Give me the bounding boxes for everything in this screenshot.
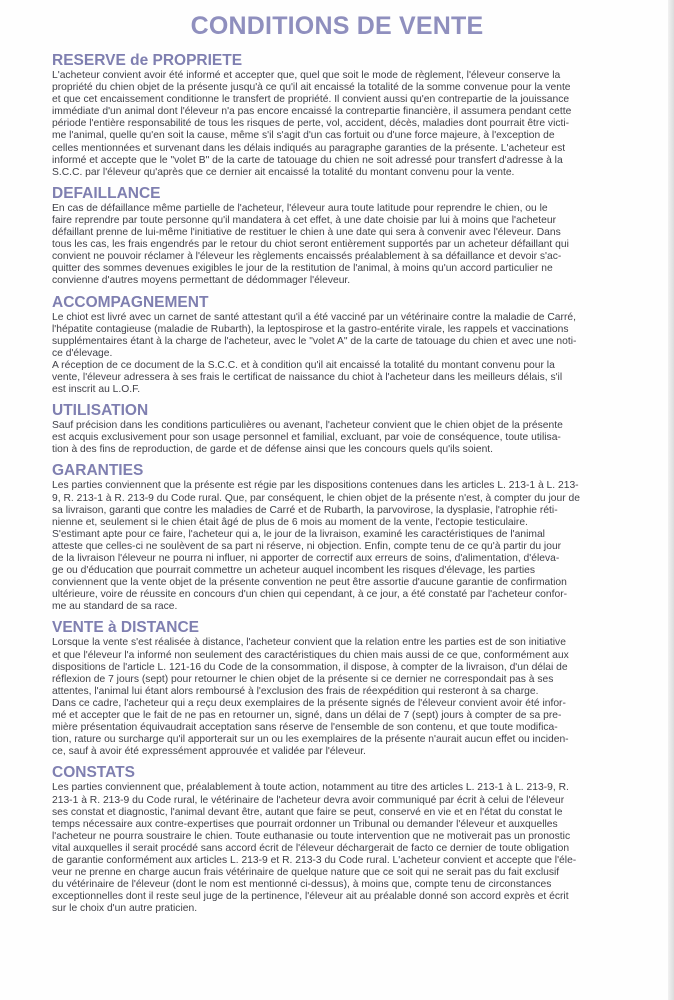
paragraph-line: attentes, l'animal lui étant alors remboursé à l'exclusion des frais de réexpédition qui resteront à sa charge.	[52, 685, 539, 697]
section-heading: GARANTIES	[52, 462, 144, 480]
paragraph-line: celles mentionnées et survenant dans les délais indiqués au paragraphe garanties de la présente. L'acheteur est	[52, 142, 566, 154]
paragraph-line: Les parties conviennent que, préalablement à toute action, notamment au titre des articles L. 213-1 à L. 213-9, R.	[52, 782, 569, 794]
paragraph-line: mé et accepter que le fait de ne pas en retourner un, signé, dans un délai de 7 (sept) jours à compter de sa pre-	[52, 710, 562, 722]
paragraph-line: du vétérinaire de l'éleveur (dont le nom est mentionné ci-dessus), à moins que, compte tenu de circonstances	[52, 879, 552, 891]
section-heading: UTILISATION	[52, 402, 149, 420]
paragraph-line: veur ne prenne en charge aucun frais vétérinaire de quelque nature que ce soit qui ne serait pas du fait exclusif	[52, 867, 560, 879]
section-heading: RESERVE de PROPRIETE	[52, 52, 243, 69]
paragraph-line: S'estimant apte pour ce faire, l'acheteur qui a, le jour de la livraison, examiné les caractéristiques de l'animal	[52, 528, 545, 540]
paragraph-line: vente, l'éleveur adressera à ses frais le certificat de naissance du chiot à l'acheteur dans les meilleurs délais, s'il	[52, 371, 563, 383]
paragraph-line: vital auxquelles il serait procédé sans accord écrit de l'éleveur déchargerait de facto ce dernier de toute obligation	[52, 842, 570, 854]
paragraph-line: L'acheteur convient avoir été informé et accepter que, quel que soit le mode de règlement, l'éleveur conserve la	[52, 70, 561, 81]
paragraph-line: et que l'éleveur l'a informé non seulement des caractéristiques du chien mais aussi de ce que, conformément aux	[52, 649, 569, 661]
paragraph-line: défaillant prenne de lui-même l'initiative de restituer le chien à une date qui sera à convenir avec l'éleveur. Dans	[52, 227, 561, 239]
paragraph-line: est acquis exclusivement pour son usage personnel et familial, excluant, par voie de conséquence, toute utilisa-	[52, 432, 561, 444]
paragraph-line: l'acheteur ne pourra soustraire le chien. Toute euthanasie ou toute intervention que ne motiverait pas un pronostic	[52, 830, 571, 842]
paragraph-line: me au standard de sa race.	[52, 601, 178, 613]
paragraph-line: ce, sauf à avoir été expressément approuvée et validée par l'éleveur.	[52, 746, 366, 758]
paragraph-line: atteste que celles-ci ne soulèvent de sa part ni réserve, ni objection. Enfin, compte tenu de ce qu'à partir du jour	[52, 540, 562, 552]
paragraph-line: est inscrit au L.O.F.	[52, 384, 141, 396]
section-heading: ACCOMPAGNEMENT	[52, 293, 209, 311]
paragraph-line: et que cet encaissement conditionne le transfert de propriété. Il convient aussi qu'en contrepartie de la jouissance	[52, 94, 570, 106]
paragraph-line: sur le choix d'un autre praticien.	[52, 903, 198, 915]
section-garanties	[52, 462, 662, 613]
paragraph-line: informé et accepte que le "volet B" de la carte de tatouage du chien ne soit adressé pour transfert d'adresse à la	[52, 154, 563, 166]
paragraph-line: A réception de ce document de la S.C.C. et à condition qu'il ait encaissé la totalité du montant convenu pour la	[52, 359, 555, 371]
paragraph-line: quitter des sommes devenues exigibles le jour de la restitution de l'animal, à moins qu'un accord particulier ne	[52, 263, 553, 275]
paragraph-line: Le chiot est livré avec un carnet de santé attestant qu'il a été vacciné par un vétérinaire contre la maladie de Carré,	[52, 311, 576, 323]
paragraph-line: nienne et, seulement si le chien était âgé de plus de 6 mois au moment de la vente, l'ectopie testiculaire.	[52, 516, 528, 528]
paragraph-line: sa livraison, garanti que contre les maladies de Carré et de Rubarth, la parvovirose, la dysplasie, l'atrophie réti-	[52, 504, 558, 516]
paragraph-line: faire reprendre par toute personne qu'il mandatera à cet effet, à une date choisie par lui à moins que l'acheteur	[52, 214, 557, 226]
paragraph-line: convienne d'autres moyens permettant de dédommager l'éleveur.	[52, 275, 351, 287]
paragraph-line: S.C.C. par l'éleveur qu'après que ce dernier ait encaissé la totalité du montant convenu pour la vente.	[52, 166, 515, 178]
paragraph-line: Sauf précision dans les conditions particulières ou avenant, l'acheteur convient que le chien objet de la présente	[52, 420, 563, 432]
paragraph-line: conviennent que la vente objet de la présente convention ne peut être assortie d'aucune garantie de confirmation	[52, 577, 567, 589]
section-vente-a-distance	[52, 619, 662, 758]
paragraph-line: ultérieure, voire de réussite en concours d'un chien qui cependant, à ce jour, a été constaté par l'acheteur confor-	[52, 589, 568, 601]
paragraph-line: convient ne pouvoir réclamer à l'éleveur les règlements encaissés préalablement à sa défaillance et devoir s'ac-	[52, 251, 562, 263]
paragraph-line: dispositions de l'article L. 121-16 du Code de la consommation, il dispose, à compter de la livraison, d'un délai de	[52, 661, 568, 673]
section-accompagnement	[52, 294, 662, 397]
paragraph-line: l'hépatite contagieuse (maladie de Rubarth), la leptospirose et la gastro-entérite virale, les rappels et vaccinations	[52, 323, 569, 335]
paragraph-line: Dans ce cadre, l'acheteur qui a reçu deux exemplaires de la présente signés de l'éleveur convient avoir été infor-	[52, 697, 566, 709]
paragraph-line: exceptionnelles dont il reste seul juge de la pertinence, l'éleveur ait au préalable donné son accord exprès et écrit	[52, 891, 569, 903]
section-heading: CONSTATS	[52, 764, 135, 782]
section-defaillance	[52, 185, 662, 288]
scan-edge	[668, 0, 674, 1000]
paragraph-line: propriété du chien objet de la présente jusqu'à ce qu'il ait encaissé la totalité de la somme convenue pour la vente	[52, 82, 571, 94]
paragraph-line: ses constat et diagnostic, l'animal devant être, autant que faire se peut, conservé en vie et en l'état du constat le	[52, 806, 563, 818]
section-heading: DEFAILLANCE	[52, 184, 161, 202]
paragraph-line: de la livraison l'éleveur ne pourra ni influer, ni apporter de correctif aux erreurs de soins, d'alimentation, d'éleva-	[52, 553, 560, 564]
paragraph-line: de garantie conformément aux articles L. 213-9 et R. 213-3 du Code rural. L'acheteur convient et accepte que l'éle-	[52, 854, 577, 866]
paragraph-line: supplémentaires étant à la charge de l'acheteur, avec le "volet A" de la carte de tatouage du chien et avec une noti-	[52, 335, 577, 347]
paragraph-line: tous les cas, les frais engendrés par le retour du chiot seront entièrement supportés par un acheteur défaillant qui	[52, 239, 569, 251]
paragraph-line: me l'animal, quelle qu'en soit la cause, même s'il s'agit d'un cas fortuit ou d'une force majeure, à l'exception de	[52, 130, 555, 142]
paragraph-line: En cas de défaillance même partielle de l'acheteur, l'éleveur aura toute latitude pour reprendre le chien, ou le	[52, 202, 548, 214]
paragraph-line: Lorsque la vente s'est réalisée à distance, l'acheteur convient que la relation entre les parties est de son initiative	[52, 637, 566, 649]
document-title: CONDITIONS DE VENTE	[190, 12, 484, 40]
paragraph-line: Les parties conviennent que la présente est régie par les dispositions contenues dans les articles L. 213-1 à L. 213-	[52, 480, 579, 492]
section-constats	[52, 764, 662, 915]
paragraph-line: tion, rature ou surcharge qu'il apporterait sur un ou les exemplaires de la présente n'aurait aucun effet ou inciden-	[52, 734, 569, 746]
paragraph-line: mière présentation équivaudrait acceptation sans réserve de l'ensemble de son contenu, et que toute modifica-	[52, 722, 558, 734]
paragraph-line: ce d'élevage.	[52, 347, 113, 359]
paragraph-line: 9, R. 213-1 à R. 213-9 du Code rural. Que, par conséquent, le chien objet de la présente n'est, à compter du jour de	[52, 492, 581, 504]
paragraph-line: temps nécessaire aux contre-expertises que pourrait ordonner un Tribunal ou demander l'éleveur et auxquelles	[52, 818, 558, 830]
section-reserve-de-propriete	[52, 52, 662, 179]
paragraph-line: ge ou d'éducation que pourrait commettre un acheteur auquel incombent les risques d'élevage, les parties	[52, 565, 536, 577]
paragraph-line: 213-1 à R. 213-9 du Code rural, le vétérinaire de l'acheteur devra avoir communiqué par écrit à celui de l'éleveur	[52, 794, 565, 806]
paragraph-line: immédiate d'un animal dont l'éleveur n'a pas encore encaissé la contrepartie financière, il assumera pendant cette	[52, 106, 572, 118]
section-utilisation	[52, 402, 662, 456]
document-body	[52, 52, 662, 921]
paragraph-line: réflexion de 7 jours (sept) pour retourner le chien objet de la présente si ce dernier ne correspondait pas à ses	[52, 673, 554, 685]
paragraph-line: tion à des fins de reproduction, de garde et de défense ainsi que les concours quels qu'ils soient.	[52, 444, 494, 456]
paragraph-line: période l'entière responsabilité de tous les risques de perte, vol, accident, décès, maladies dont pourrait être victi-	[52, 118, 570, 130]
section-heading: VENTE à DISTANCE	[52, 619, 199, 637]
